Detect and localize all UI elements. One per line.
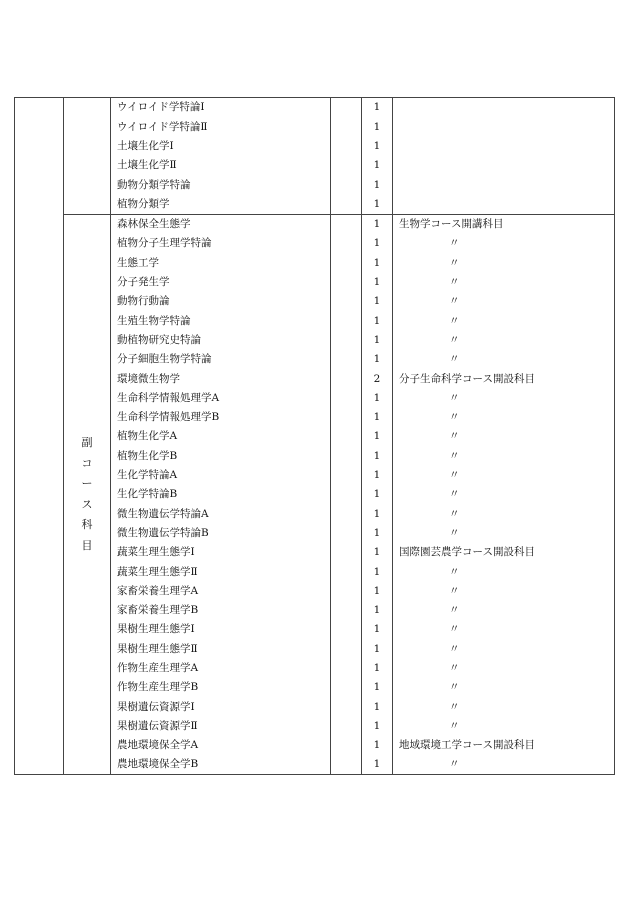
required-mark-cell: [331, 678, 362, 697]
note-cell: 〃: [393, 697, 615, 716]
table-row: [15, 214, 615, 234]
credits-cell: 1: [362, 253, 393, 272]
required-mark-cell: [331, 273, 362, 292]
group-label-char: ー: [81, 477, 93, 491]
credits-cell: 1: [362, 427, 393, 446]
required-mark-cell: [331, 717, 362, 736]
credits-cell: 1: [362, 620, 393, 639]
note-cell: 〃: [393, 331, 615, 350]
required-mark-cell: [331, 601, 362, 620]
required-mark-cell: [331, 253, 362, 272]
required-mark-cell: [331, 369, 362, 388]
subject-name: 動植物研究史特論: [111, 331, 331, 350]
required-mark-cell: [331, 388, 362, 407]
note-cell: 〃: [393, 639, 615, 658]
note-cell: [393, 175, 615, 194]
required-mark-cell: [331, 736, 362, 755]
subject-name: 土壌生化学Ⅱ: [111, 156, 331, 175]
course-table-container: [14, 97, 614, 775]
subject-name: 蔬菜生理生態学Ⅱ: [111, 562, 331, 581]
subject-name: 家畜栄養生理学B: [111, 601, 331, 620]
note-cell: 〃: [393, 466, 615, 485]
required-mark-cell: [331, 137, 362, 156]
credits-cell: 1: [362, 601, 393, 620]
subject-name: 動物行動論: [111, 292, 331, 311]
subject-name: 作物生産生理学B: [111, 678, 331, 697]
required-mark-cell: [331, 427, 362, 446]
note-cell: [393, 137, 615, 156]
required-mark-cell: [331, 543, 362, 562]
note-cell: 〃: [393, 446, 615, 465]
required-mark-cell: [331, 524, 362, 543]
subject-name: 植物分類学: [111, 194, 331, 214]
credits-cell: 1: [362, 717, 393, 736]
note-cell: [393, 156, 615, 175]
note-cell: 〃: [393, 485, 615, 504]
credits-cell: 1: [362, 446, 393, 465]
required-mark-cell: [331, 98, 362, 118]
required-mark-cell: [331, 214, 362, 234]
required-mark-cell: [331, 581, 362, 600]
credits-cell: 1: [362, 736, 393, 755]
credits-cell: 1: [362, 639, 393, 658]
subject-name: 生殖生物学特論: [111, 311, 331, 330]
course-table: [14, 97, 615, 775]
credits-cell: 1: [362, 292, 393, 311]
required-mark-cell: [331, 620, 362, 639]
table-row: [15, 98, 615, 118]
credits-cell: 2: [362, 369, 393, 388]
subject-name: ウイロイド学特論Ⅱ: [111, 117, 331, 136]
note-cell: 〃: [393, 292, 615, 311]
subject-name: 生命科学情報処理学B: [111, 408, 331, 427]
credits-cell: 1: [362, 137, 393, 156]
group-label-char: 目: [81, 538, 93, 552]
credits-cell: 1: [362, 755, 393, 775]
group-label-cell-1: [64, 98, 111, 215]
credits-cell: 1: [362, 562, 393, 581]
credits-cell: 1: [362, 98, 393, 118]
group-label-char: 科: [81, 518, 93, 532]
required-mark-cell: [331, 755, 362, 775]
required-mark-cell: [331, 446, 362, 465]
group-label-char: ス: [81, 497, 93, 511]
credits-cell: 1: [362, 659, 393, 678]
note-cell: 〃: [393, 427, 615, 446]
required-mark-cell: [331, 639, 362, 658]
required-mark-cell: [331, 156, 362, 175]
credits-cell: 1: [362, 350, 393, 369]
note-cell: 分子生命科学コース開設科目: [393, 369, 615, 388]
credits-cell: 1: [362, 311, 393, 330]
note-cell: 〃: [393, 350, 615, 369]
credits-cell: 1: [362, 117, 393, 136]
note-cell: 〃: [393, 620, 615, 639]
required-mark-cell: [331, 466, 362, 485]
note-cell: 国際園芸農学コース開設科目: [393, 543, 615, 562]
subject-name: 生化学特論B: [111, 485, 331, 504]
subject-name: 蔬菜生理生態学Ⅰ: [111, 543, 331, 562]
note-cell: 生物学コース開講科目: [393, 214, 615, 234]
note-cell: 〃: [393, 234, 615, 253]
credits-cell: 1: [362, 234, 393, 253]
credits-cell: 1: [362, 504, 393, 523]
credits-cell: 1: [362, 388, 393, 407]
credits-cell: 1: [362, 331, 393, 350]
group-label-char: コ: [81, 456, 93, 470]
required-mark-cell: [331, 234, 362, 253]
subject-name: 微生物遺伝学特論A: [111, 504, 331, 523]
note-cell: 〃: [393, 717, 615, 736]
note-cell: 〃: [393, 581, 615, 600]
subject-name: 果樹遺伝資源学Ⅱ: [111, 717, 331, 736]
note-cell: 〃: [393, 678, 615, 697]
credits-cell: 1: [362, 697, 393, 716]
credits-cell: 1: [362, 581, 393, 600]
subject-name: 生化学特論A: [111, 466, 331, 485]
required-mark-cell: [331, 292, 362, 311]
subject-name: ウイロイド学特論Ⅰ: [111, 98, 331, 118]
required-mark-cell: [331, 485, 362, 504]
subject-name: 植物分子生理学特論: [111, 234, 331, 253]
note-cell: 〃: [393, 562, 615, 581]
note-cell: 〃: [393, 504, 615, 523]
required-mark-cell: [331, 175, 362, 194]
credits-cell: 1: [362, 543, 393, 562]
credits-cell: 1: [362, 175, 393, 194]
group-label-char: 副: [81, 436, 93, 450]
subject-name: 土壌生化学Ⅰ: [111, 137, 331, 156]
credits-cell: 1: [362, 156, 393, 175]
required-mark-cell: [331, 408, 362, 427]
credits-cell: 1: [362, 194, 393, 214]
required-mark-cell: [331, 697, 362, 716]
note-cell: 〃: [393, 601, 615, 620]
note-cell: [393, 194, 615, 214]
credits-cell: 1: [362, 408, 393, 427]
credits-cell: 1: [362, 678, 393, 697]
subject-name: 植物生化学B: [111, 446, 331, 465]
subject-name: 果樹生理生態学Ⅰ: [111, 620, 331, 639]
required-mark-cell: [331, 194, 362, 214]
subject-name: 果樹遺伝資源学Ⅰ: [111, 697, 331, 716]
note-cell: 〃: [393, 659, 615, 678]
note-cell: 〃: [393, 755, 615, 775]
required-mark-cell: [331, 659, 362, 678]
required-mark-cell: [331, 504, 362, 523]
required-mark-cell: [331, 311, 362, 330]
subject-name: 森林保全生態学: [111, 214, 331, 234]
subject-name: 生態工学: [111, 253, 331, 272]
required-mark-cell: [331, 117, 362, 136]
credits-cell: 1: [362, 485, 393, 504]
subject-name: 微生物遺伝学特論B: [111, 524, 331, 543]
note-cell: 〃: [393, 253, 615, 272]
credits-cell: 1: [362, 214, 393, 234]
credits-cell: 1: [362, 273, 393, 292]
subject-name: 分子発生学: [111, 273, 331, 292]
note-cell: 〃: [393, 273, 615, 292]
required-mark-cell: [331, 331, 362, 350]
subject-name: 農地環境保全学A: [111, 736, 331, 755]
required-mark-cell: [331, 562, 362, 581]
subject-name: 分子細胞生物学特論: [111, 350, 331, 369]
note-cell: 〃: [393, 408, 615, 427]
note-cell: [393, 117, 615, 136]
subject-name: 作物生産生理学A: [111, 659, 331, 678]
course-table-body: [15, 98, 615, 775]
group-label-cell-2: [64, 214, 111, 775]
category-cell: [15, 98, 64, 775]
subject-name: 農地環境保全学B: [111, 755, 331, 775]
required-mark-cell: [331, 350, 362, 369]
note-cell: [393, 98, 615, 118]
subject-name: 動物分類学特論: [111, 175, 331, 194]
group-label-vertical: [82, 433, 93, 556]
credits-cell: 1: [362, 466, 393, 485]
subject-name: 果樹生理生態学Ⅱ: [111, 639, 331, 658]
subject-name: 生命科学情報処理学A: [111, 388, 331, 407]
subject-name: 環境微生物学: [111, 369, 331, 388]
note-cell: 〃: [393, 311, 615, 330]
note-cell: 地域環境工学コース開設科目: [393, 736, 615, 755]
note-cell: 〃: [393, 524, 615, 543]
subject-name: 家畜栄養生理学A: [111, 581, 331, 600]
credits-cell: 1: [362, 524, 393, 543]
note-cell: 〃: [393, 388, 615, 407]
subject-name: 植物生化学A: [111, 427, 331, 446]
